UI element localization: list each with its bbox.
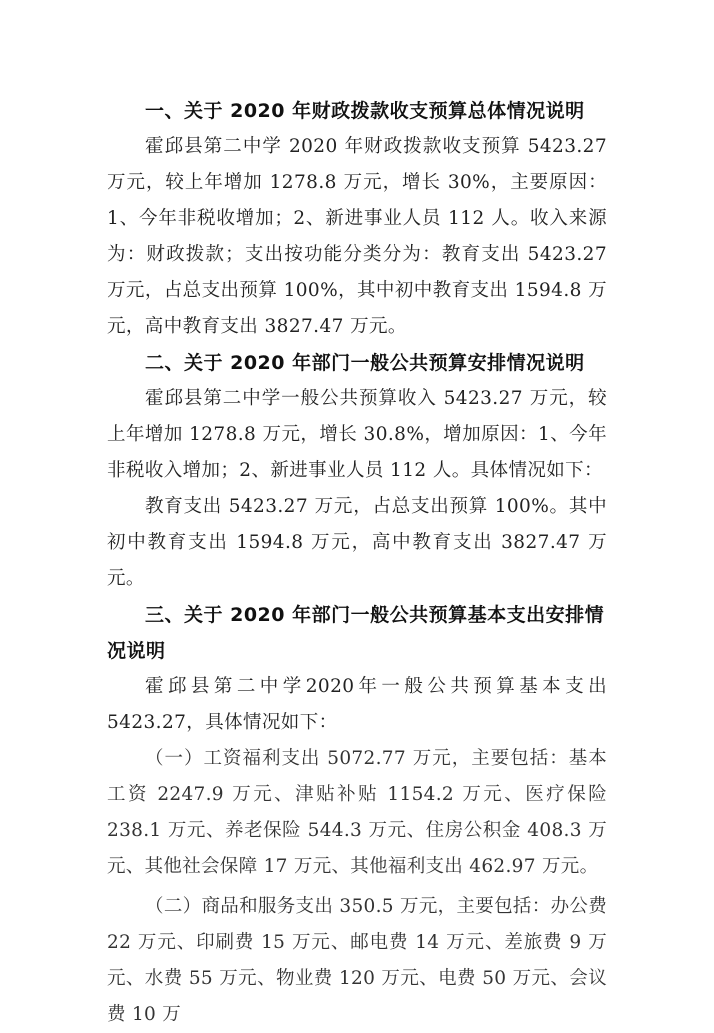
section-2-heading: 二、关于 2020 年部门一般公共预算安排情况说明 xyxy=(145,352,585,374)
section-2-paragraph-1: 霍邱县第二中学一般公共预算收入 5423.27 万元，较上年增加 1278.8 万元，增长 30.8%，增加原因：1、今年非税收入增加；2、新进事业人员 112 人。具体情况如下： xyxy=(107,388,607,481)
section-3-item-2: （二）商品和服务支出 350.5 万元，主要包括：办公费 22 万元、印刷费 15 万元、邮电费 14 万元、差旅费 9 万元、水费 55 万元、物业费 120 万元、电费 50 万元、会议费 10 万 xyxy=(107,896,607,1025)
document-body xyxy=(107,93,607,1033)
section-1-heading: 一、关于 2020 年财政拨款收支预算总体情况说明 xyxy=(145,100,585,122)
section-3-heading: 三、关于 2020 年部门一般公共预算基本支出安排情况说明 xyxy=(107,604,605,662)
section-3-item-1: （一）工资福利支出 5072.77 万元，主要包括：基本工资 2247.9 万元、津贴补贴 1154.2 万元、医疗保险 238.1 万元、养老保险 544.3 万元、住房公积金 408.3 万元、其他社会保障 17 万元、其他福利支出 462.97 万元。 xyxy=(107,748,607,877)
section-2-paragraph-2: 教育支出 5423.27 万元，占总支出预算 100%。其中初中教育支出 1594.8 万元，高中教育支出 3827.47 万元。 xyxy=(107,496,607,589)
section-1-paragraph-1: 霍邱县第二中学 2020 年财政拨款收支预算 5423.27 万元，较上年增加 1278.8 万元，增长 30%，主要原因：1、今年非税收增加；2、新进事业人员 112 人。收入来源为：财政拨款；支出按功能分类分为：教育支出 5423.27 万元，占总支出预算 100%，其中初中教育支出 1594.8 万元，高中教育支出 3827.47 万元。 xyxy=(107,136,607,337)
section-3-paragraph-1: 霍邱县第二中学2020年一般公共预算基本支出 5423.27，具体情况如下： xyxy=(107,676,607,733)
